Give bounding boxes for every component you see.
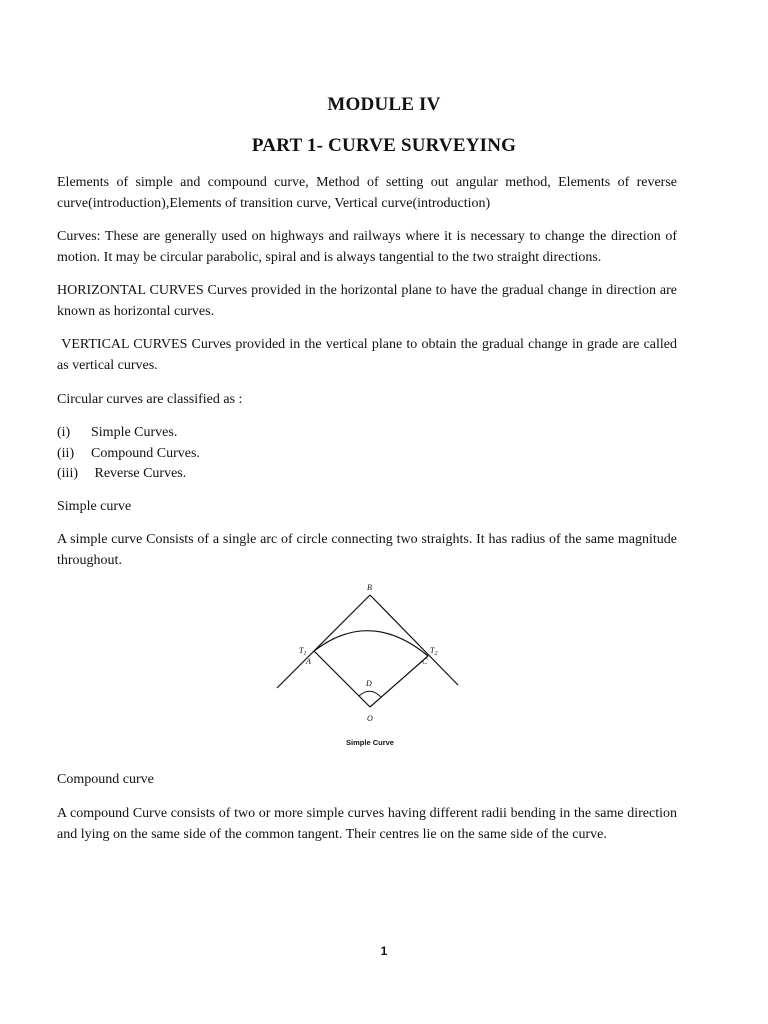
radius-line-left [314,651,370,707]
page-number: 1 [380,944,388,958]
list-item-text: Reverse Curves. [91,466,187,481]
horizontal-curves-paragraph: HORIZONTAL CURVES Curves provided in the horizontal plane to have the gradual change in direction are known as horizontal curves. [57,283,677,319]
list-item [57,444,200,465]
label-a: A [306,657,311,666]
curve-type-list [57,423,200,485]
simple-curve-heading: Simple curve [57,499,132,514]
tangent-line-left [277,595,370,688]
syllabus-paragraph: Elements of simple and compound curve, Method of setting out angular method, Elements of reverse curve(introduction),Elements of transition curve, Vertical curve(introduction) [57,175,677,211]
label-d: D [366,679,372,688]
label-o: O [367,714,373,723]
list-item [57,464,200,485]
label-t1: $T_1$ [299,646,307,657]
list-item [57,423,200,444]
vertical-curves-paragraph: VERTICAL CURVES Curves provided in the vertical plane to obtain the gradual change in grade are called as vertical curves. [57,337,681,373]
part-title: PART 1- CURVE SURVEYING [251,135,517,156]
tangent-line-right [370,595,458,685]
simple-curve-description: A simple curve Consists of a single arc of circle connecting two straights. It has radius of the same magnitude throughout. [57,532,677,568]
figure-caption: Simple Curve [346,738,394,747]
label-c: C [422,657,428,666]
list-item-number: (i) [57,425,71,440]
compound-curve-description: A compound Curve consists of two or more simple curves having different radii bending in the same direction and lying on the same side of the common tangent. Their centres lie on the same side of the curve. [57,806,677,842]
list-item-number: (iii) [57,466,78,481]
curves-paragraph: Curves: These are generally used on highways and railways where it is necessary to change the direction of motion. It may be circular parabolic, spiral and is always tangential to the two straight directions. [57,229,677,265]
radius-line-right [370,656,428,707]
list-item-number: (ii) [57,445,75,461]
list-item-text: Compound Curves. [91,445,200,461]
label-t2: $T_2$ [430,646,438,657]
central-angle-arc [359,691,381,697]
compound-curve-heading: Compound curve [57,772,154,787]
classification-paragraph: Circular curves are classified as : [57,392,243,407]
module-title: MODULE IV [327,94,441,115]
label-b: B [367,583,372,592]
simple-curve-diagram [270,580,470,750]
list-item-text: Simple Curves. [91,425,178,440]
